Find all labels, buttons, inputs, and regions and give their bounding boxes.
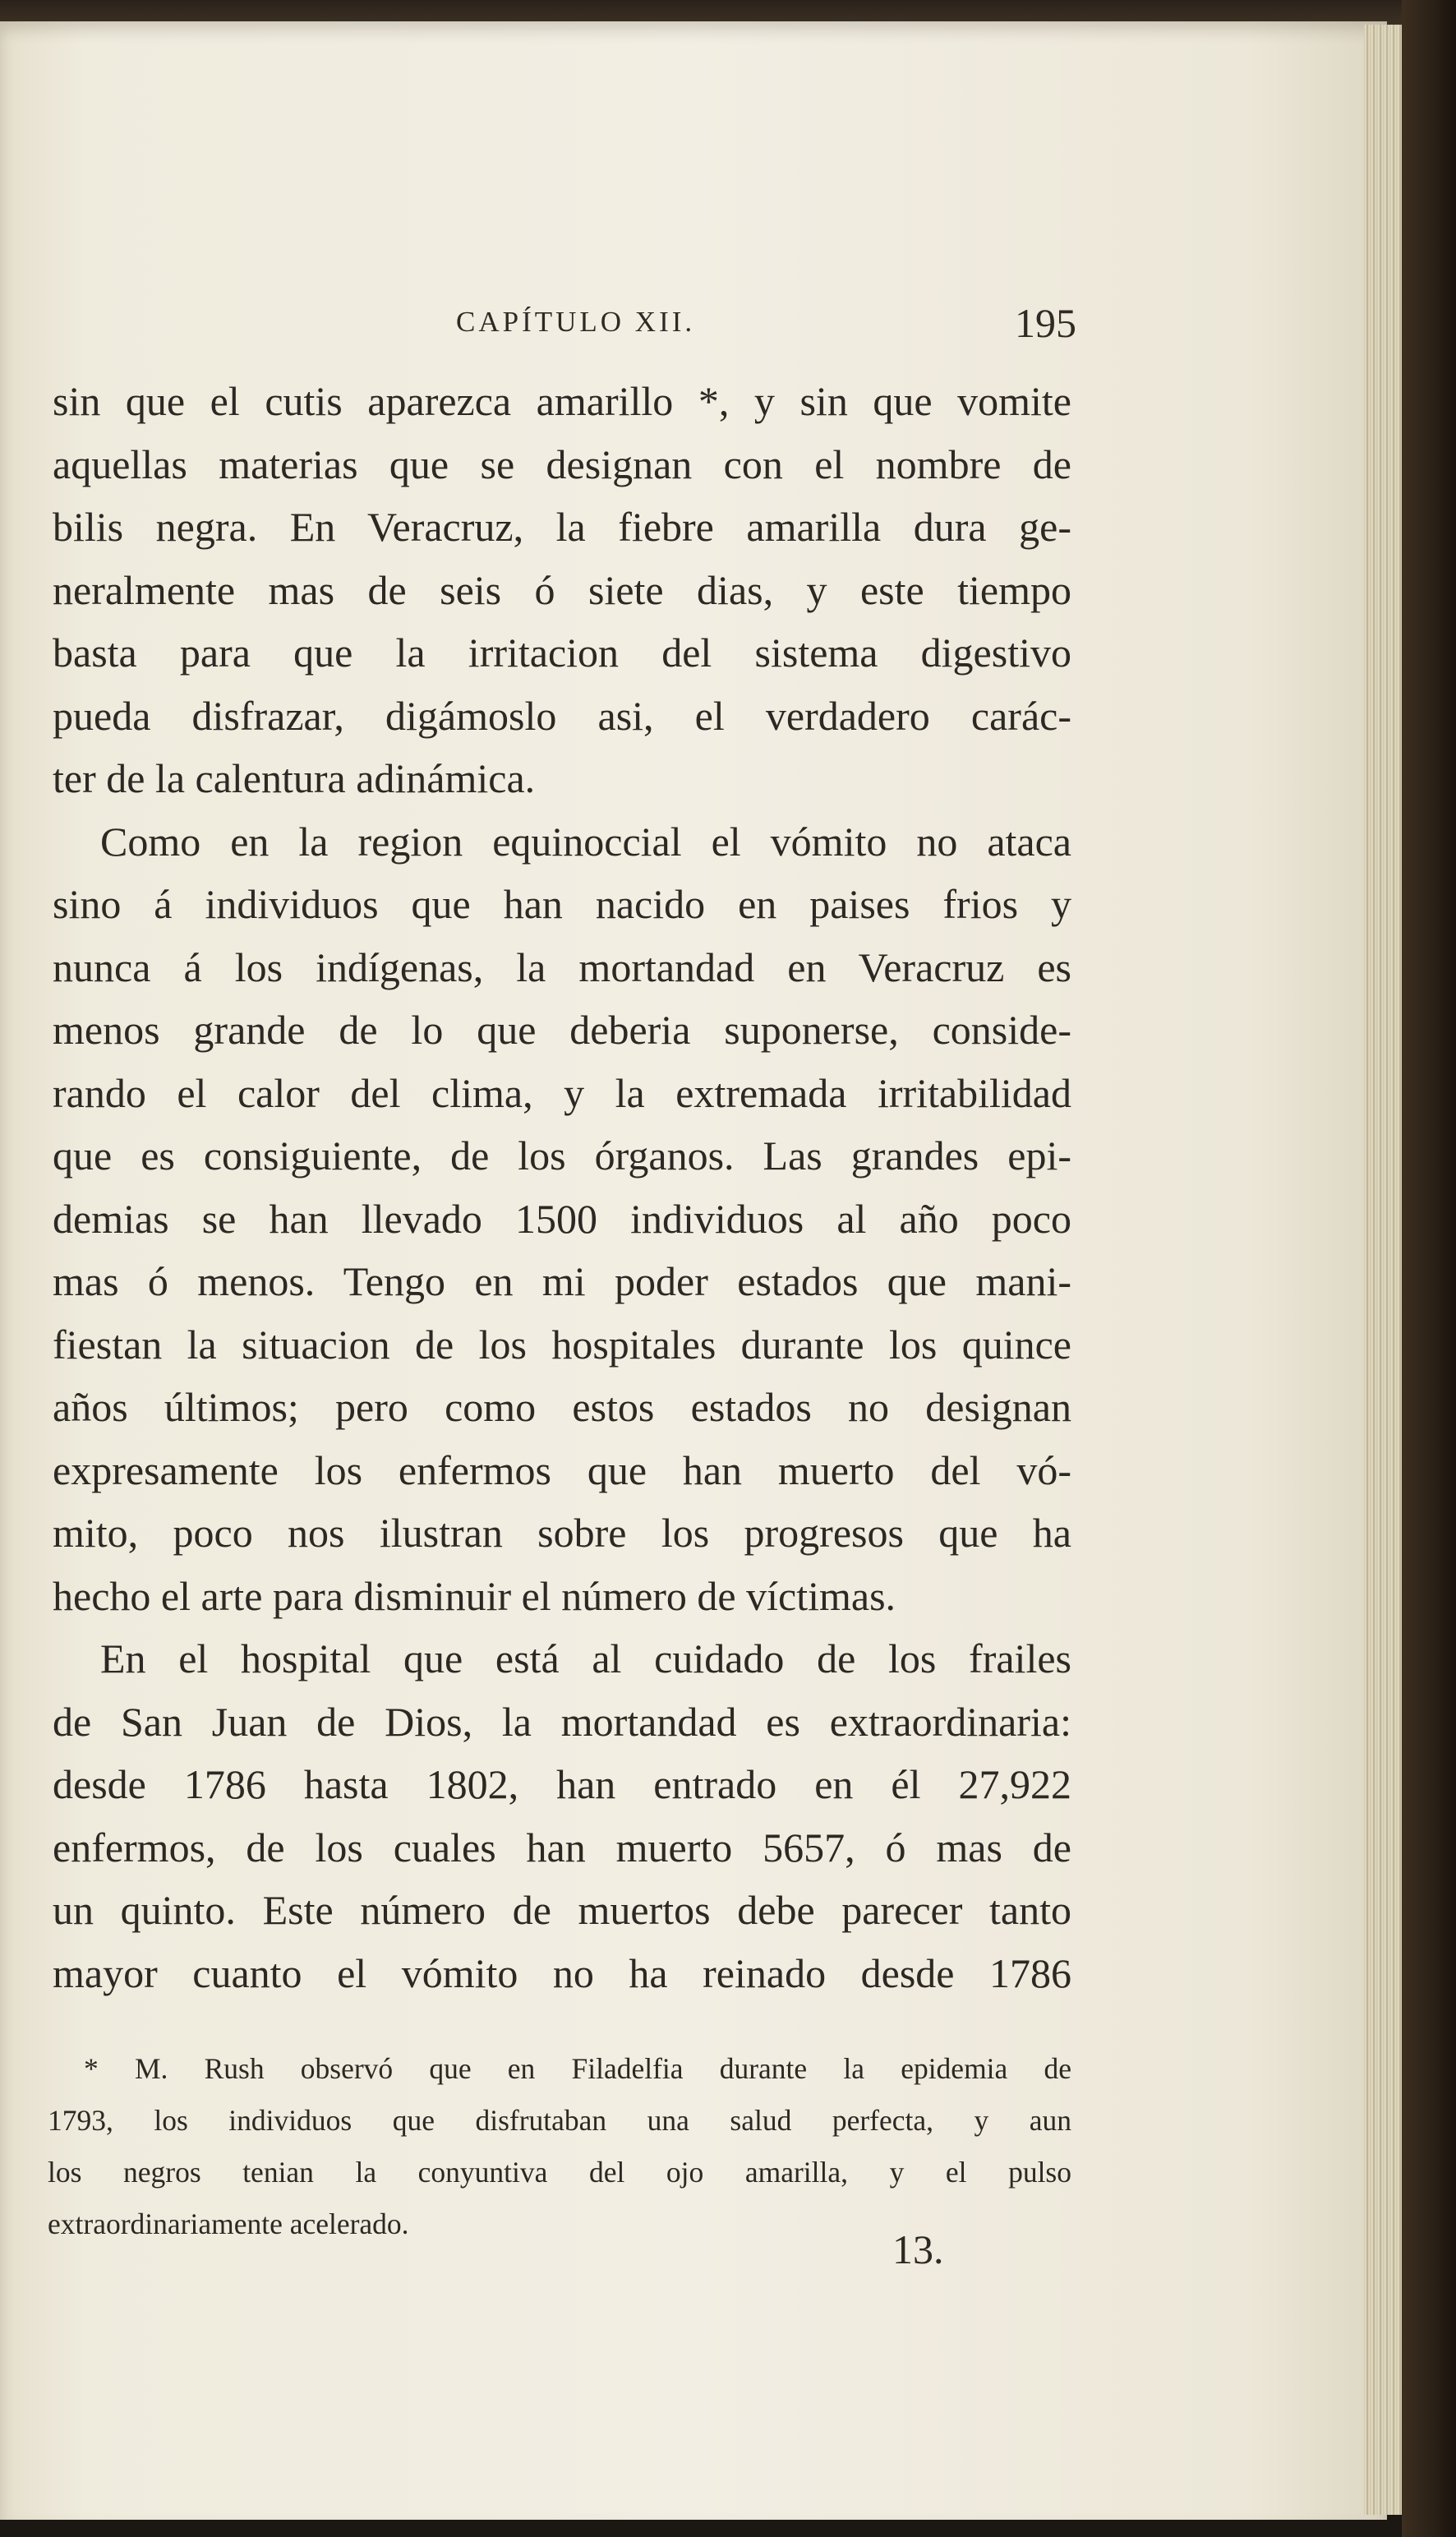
- text-line: hecho el arte para disminuir el número de víctimas.: [53, 1572, 896, 1619]
- text-line: desde 1786 hasta 1802, han entrado en él 27,922: [53, 1761, 1071, 1807]
- text-line: basta para que la irritacion del sistema digestivo: [53, 630, 1071, 676]
- text-line: mito, poco nos ilustran sobre los progresos que ha: [53, 1510, 1071, 1556]
- text-line: menos grande de lo que deberia suponerse, conside-: [53, 1007, 1071, 1053]
- text-line: Como en la region equinoccial el vómito no ataca: [100, 818, 1071, 865]
- page-edges: [1364, 25, 1402, 2515]
- paper-page: [0, 21, 1387, 2520]
- text-line: sin que el cutis aparezca amarillo *, y sin que vomite: [53, 378, 1071, 424]
- text-line: nunca á los indígenas, la mortandad en Veracruz es: [53, 943, 1071, 990]
- text-line: de San Juan de Dios, la mortandad es extraordinaria:: [53, 1698, 1071, 1745]
- text-line: En el hospital que está al cuidado de los frailes: [100, 1635, 1071, 1681]
- text-line: neralmente mas de seis ó siete dias, y este tiempo: [53, 566, 1071, 613]
- footnote-line: extraordinariamente acelerado.: [48, 2207, 409, 2240]
- text-line: demias se han llevado 1500 individuos al año poco: [53, 1195, 1071, 1242]
- text-line: años últimos; pero como estos estados no designan: [53, 1384, 1071, 1430]
- chapter-heading: CAPÍTULO XII.: [456, 306, 696, 338]
- text-line: expresamente los enfermos que han muerto del vó-: [53, 1446, 1071, 1493]
- running-head: [0, 299, 1076, 348]
- text-line: enfermos, de los cuales han muerto 5657, ó mas de: [53, 1824, 1071, 1870]
- text-line: aquellas materias que se designan con el nombre de: [53, 441, 1071, 487]
- book-cover-edge: [1402, 0, 1456, 2537]
- footnote-line: * M. Rush observó que en Filadelfia durante la epidemia de: [84, 2052, 1071, 2085]
- footnote: [48, 2043, 1071, 2250]
- text-line: mayor cuanto el vómito no ha reinado desde 1786: [53, 1949, 1071, 1996]
- text-line: bilis negra. En Veracruz, la fiebre amarilla dura ge-: [53, 504, 1071, 550]
- text-line: rando el calor del clima, y la extremada irritabilidad: [53, 1069, 1071, 1116]
- text-line: que es consiguiente, de los órganos. Las grandes epi-: [53, 1132, 1071, 1179]
- text-line: un quinto. Este número de muertos debe parecer tanto: [53, 1887, 1071, 1933]
- page-number: 195: [1015, 300, 1076, 346]
- text-line: pueda disfrazar, digámoslo asi, el verdadero carác-: [53, 692, 1071, 739]
- footnote-line: 1793, los individuos que disfrutaban una salud perfecta, y aun: [48, 2104, 1071, 2137]
- text-line: mas ó menos. Tengo en mi poder estados que mani-: [53, 1258, 1071, 1304]
- text-line: sino á individuos que han nacido en paises frios y: [53, 881, 1071, 927]
- body-text: [53, 370, 1071, 2004]
- text-line: ter de la calentura adinámica.: [53, 755, 536, 801]
- footnote-line: los negros tenian la conyuntiva del ojo amarilla, y el pulso: [48, 2156, 1071, 2189]
- signature-mark: 13.: [892, 2226, 944, 2272]
- text-line: fiestan la situacion de los hospitales durante los quince: [53, 1321, 1071, 1368]
